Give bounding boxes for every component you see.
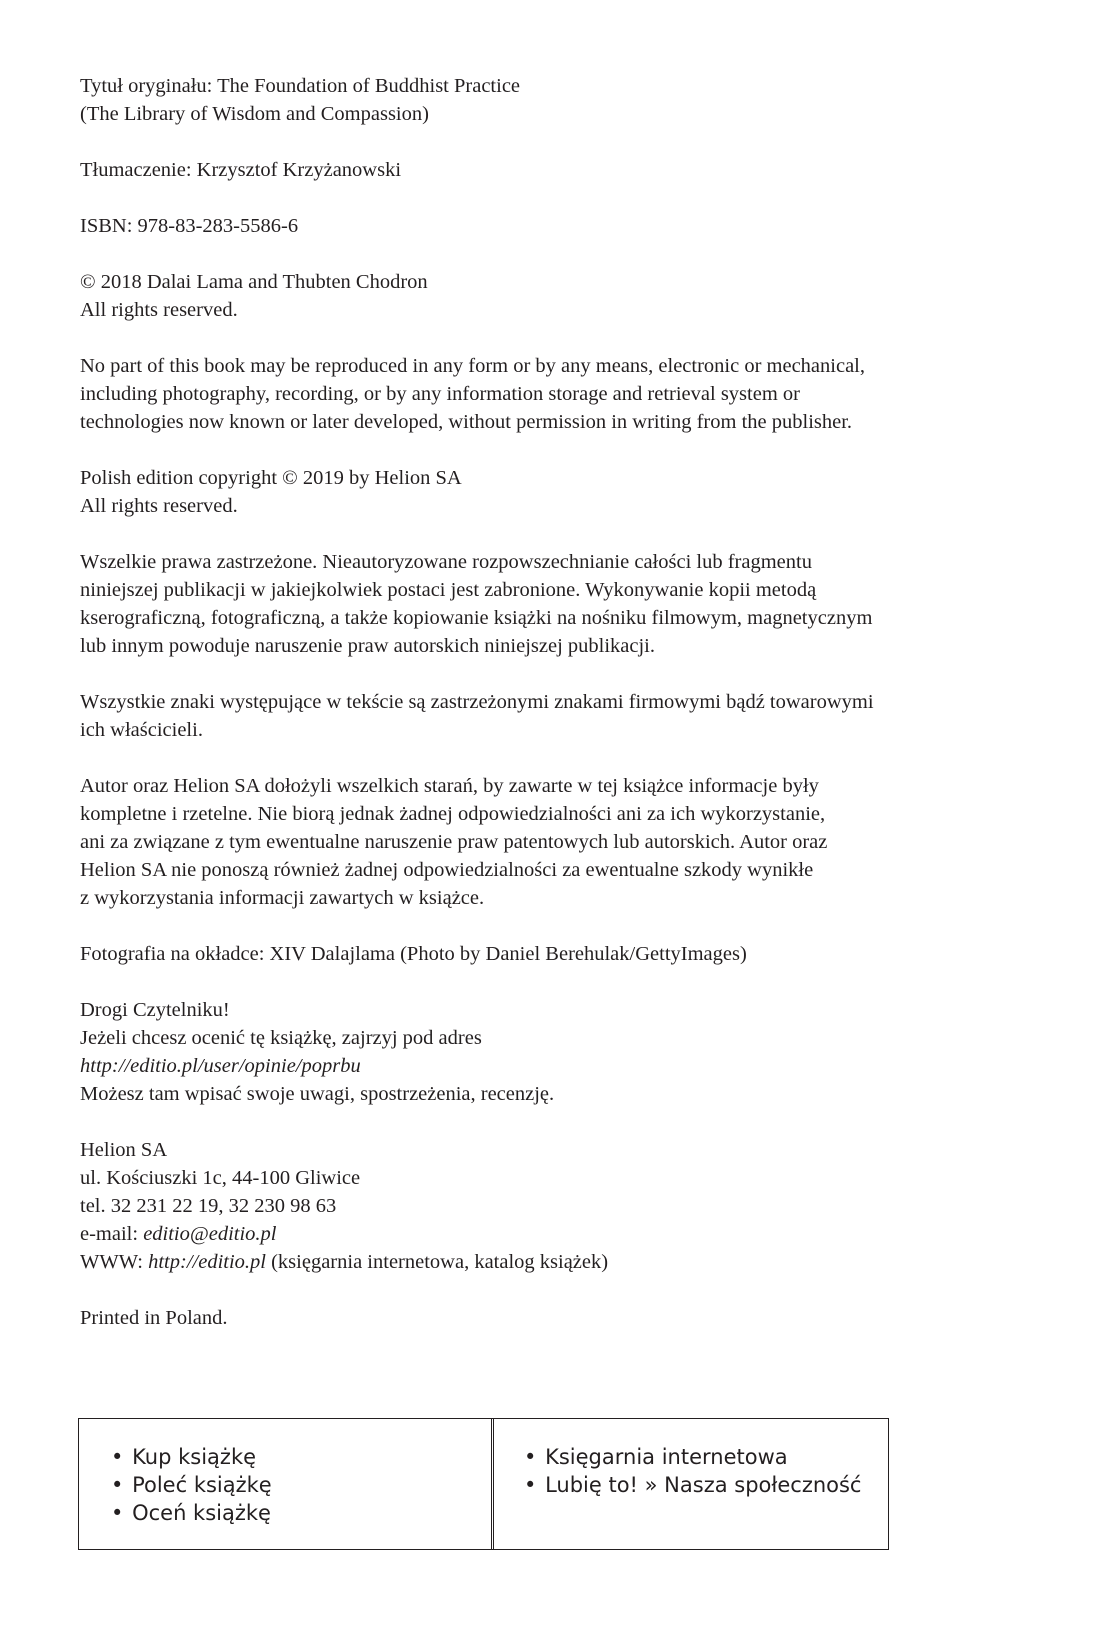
translator: Tłumaczenie: Krzysztof Krzyżanowski (80, 159, 402, 181)
bullet: • (111, 1473, 124, 1497)
english-notice-line: including photography, recording, or by any information storage and retrieval system or (80, 383, 800, 405)
buy-book-label: Kup książkę (132, 1445, 257, 1469)
recommend-book-label: Poleć książkę (132, 1473, 272, 1497)
www-label: WWW: (80, 1251, 149, 1273)
polish-notice-line: Wszelkie prawa zastrzeżone. Nieautoryzowane rozpowszechnianie całości lub fragmentu (80, 551, 812, 573)
rate-book-link[interactable] (111, 1499, 493, 1527)
email-label: e-mail: (80, 1223, 144, 1245)
printed-in: Printed in Poland. (80, 1307, 228, 1329)
isbn: ISBN: 978-83-283-5586-6 (80, 215, 299, 237)
polish-notice-line: lub innym powoduje naruszenie praw autorskich niniejszej publikacji. (80, 635, 655, 657)
copyright-page (80, 72, 1040, 1360)
reader-comment-text: Możesz tam wpisać swoje uwagi, spostrzeżenia, recenzję. (80, 1083, 555, 1105)
trademarks-line: Wszystkie znaki występujące w tekście są zastrzeżonymi znakami firmowymi bądź towarowymi (80, 691, 874, 713)
polish-rights: All rights reserved. (80, 495, 238, 517)
rate-book-label: Oceń książkę (132, 1501, 271, 1525)
community-link[interactable] (524, 1471, 888, 1499)
polish-copyright-block (80, 464, 1040, 520)
www-link[interactable]: http://editio.pl (148, 1251, 266, 1273)
publisher-www-row (80, 1248, 1040, 1276)
english-notice (80, 352, 1040, 436)
original-title-block (80, 72, 1040, 128)
cover-photo-credit-block (80, 940, 1040, 968)
reader-block (80, 996, 1040, 1108)
bullet: • (111, 1501, 124, 1525)
reader-rate-text: Jeżeli chcesz ocenić tę książkę, zajrzyj pod adres (80, 1027, 482, 1049)
polish-copyright: Polish edition copyright © 2019 by Helion SA (80, 467, 462, 489)
link-boxes (78, 1418, 1028, 1552)
community-label: Lubię to! » Nasza społeczność (545, 1473, 862, 1497)
bookstore-link[interactable] (524, 1443, 888, 1471)
disclaimer (80, 772, 1040, 912)
rating-url-link[interactable]: http://editio.pl/user/opinie/poprbu (80, 1055, 361, 1077)
publisher-address: ul. Kościuszki 1c, 44-100 Gliwice (80, 1167, 361, 1189)
disclaimer-line: Helion SA nie ponoszą również żadnej odpowiedzialności za ewentualne szkody wynikłe (80, 859, 814, 881)
bullet: • (524, 1445, 537, 1469)
polish-notice-line: niniejszej publikacji w jakiejkolwiek postaci jest zabronione. Wykonywanie kopii metodą (80, 579, 817, 601)
email-link[interactable]: editio@editio.pl (143, 1223, 277, 1245)
buy-book-link[interactable] (111, 1443, 493, 1471)
disclaimer-line: Autor oraz Helion SA dołożyli wszelkich starań, by zawarte w tej książce informacje były (80, 775, 819, 797)
disclaimer-line: z wykorzystania informacji zawartych w książce. (80, 887, 485, 909)
bullet: • (524, 1473, 537, 1497)
www-note: (księgarnia internetowa, katalog książek) (265, 1251, 609, 1273)
reader-greeting: Drogi Czytelniku! (80, 999, 230, 1021)
isbn-block (80, 212, 1040, 240)
printed-block (80, 1304, 1040, 1332)
bullet: • (111, 1445, 124, 1469)
publisher-email-row (80, 1220, 1040, 1248)
polish-notice-line: kserograficzną, fotograficzną, a także kopiowanie książki na nośniku filmowym, magnetycznym (80, 607, 873, 629)
original-copyright: © 2018 Dalai Lama and Thubten Chodron (80, 271, 428, 293)
polish-notice (80, 548, 1040, 660)
english-notice-line: No part of this book may be reproduced in any form or by any means, electronic or mechanical, (80, 355, 865, 377)
publisher-block (80, 1136, 1040, 1276)
recommend-book-link[interactable] (111, 1471, 493, 1499)
publisher-name: Helion SA (80, 1139, 168, 1161)
original-rights: All rights reserved. (80, 299, 238, 321)
disclaimer-line: kompletne i rzetelne. Nie biorą jednak żadnej odpowiedzialności ani za ich wykorzystanie, (80, 803, 826, 825)
series-title: (The Library of Wisdom and Compassion) (80, 103, 429, 125)
trademarks-notice (80, 688, 1040, 744)
original-title: Tytuł oryginału: The Foundation of Buddhist Practice (80, 75, 521, 97)
cover-photo-credit: Fotografia na okładce: XIV Dalajlama (Photo by Daniel Berehulak/GettyImages) (80, 943, 747, 965)
translation-block (80, 156, 1040, 184)
disclaimer-line: ani za związane z tym ewentualne naruszenie praw patentowych lub autorskich. Autor oraz (80, 831, 828, 853)
community-box (491, 1418, 889, 1550)
trademarks-line: ich właścicieli. (80, 719, 203, 741)
publisher-phone: tel. 32 231 22 19, 32 230 98 63 (80, 1195, 337, 1217)
original-copyright-block (80, 268, 1040, 324)
bookstore-label: Księgarnia internetowa (545, 1445, 788, 1469)
english-notice-line: technologies now known or later developed, without permission in writing from the publisher. (80, 411, 853, 433)
book-actions-box (78, 1418, 494, 1550)
